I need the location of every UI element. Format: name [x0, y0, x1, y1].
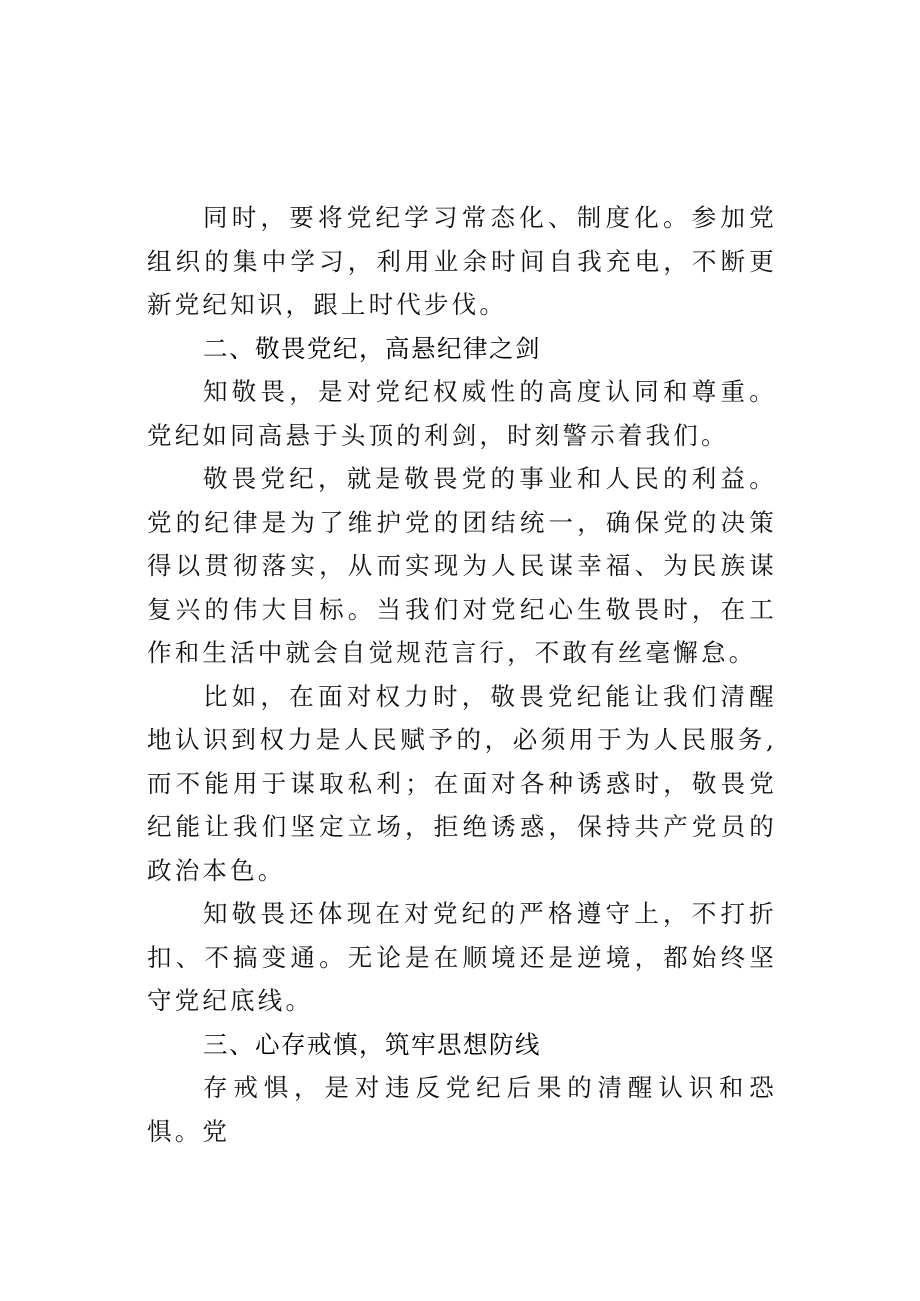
section-heading-2: 二、敬畏党纪，高悬纪律之剑 [203, 333, 541, 363]
paragraph-know-awe: 知敬畏，是对党纪权威性的高度认同和尊重。党纪如同高悬于头顶的利剑，时刻警示着我们。 [147, 377, 777, 450]
paragraph-caution: 存戒惧，是对违反党纪后果的清醒认识和恐惧。党 [147, 1073, 777, 1146]
document-body [147, 196, 777, 1153]
paragraph-study-routine: 同时，要将党纪学习常态化、制度化。参加党组织的集中学习，利用业余时间自我充电，不断更新党纪知识，跟上时代步伐。 [147, 203, 777, 319]
section-heading-3: 三、心存戒慎，筑牢思想防线 [203, 1029, 541, 1059]
paragraph-example: 比如，在面对权力时，敬畏党纪能让我们清醒地认识到权力是人民赋予的，必须用于为人民服务,而不能用于谋取私利；在面对各种诱惑时，敬畏党纪能让我们坚定立场，拒绝诱惑，保持共产党员的政治本色。 [147, 681, 777, 885]
paragraph-strict-compliance: 知敬畏还体现在对党纪的严格遵守上，不打折扣、不搞变通。无论是在顺境还是逆境，都始终坚守党纪底线。 [147, 899, 777, 1015]
paragraph-revere-discipline: 敬畏党纪，就是敬畏党的事业和人民的利益。党的纪律是为了维护党的团结统一，确保党的决策得以贯彻落实，从而实现为人民谋幸福、为民族谋复兴的伟大目标。当我们对党纪心生敬畏时，在工作和生活中就会自觉规范言行，不敢有丝毫懈怠。 [147, 464, 777, 667]
